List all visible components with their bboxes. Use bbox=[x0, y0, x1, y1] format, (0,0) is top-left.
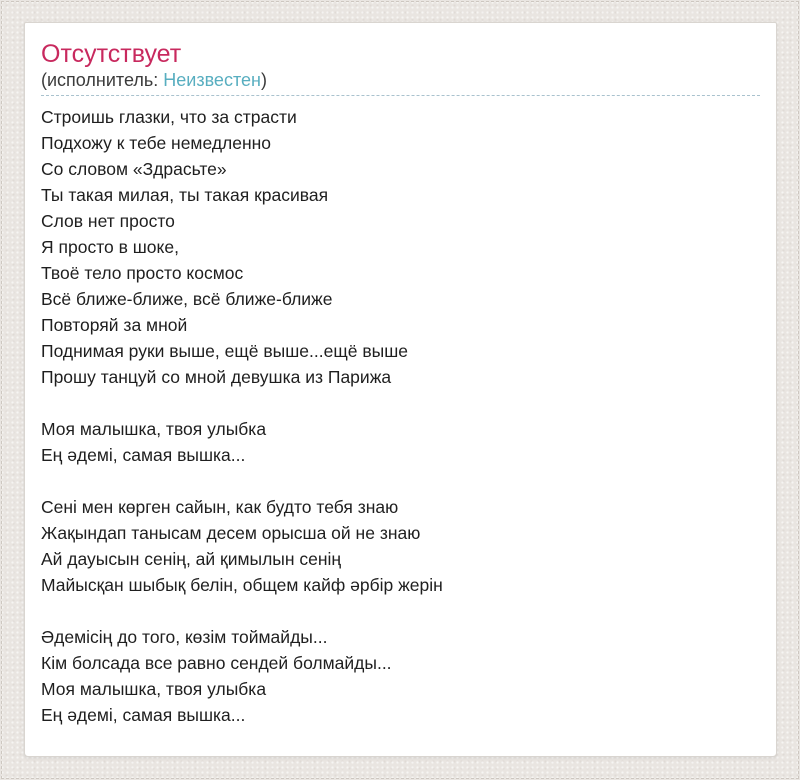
lyrics-line: Ай дауысын сенің, ай қимылын сенің bbox=[41, 549, 342, 569]
lyrics-card bbox=[24, 22, 777, 757]
lyrics-line: Кім болсада все равно сендей болмайды... bbox=[41, 653, 392, 673]
lyrics-line: Моя малышка, твоя улыбка bbox=[41, 419, 267, 439]
artist-line bbox=[41, 69, 760, 96]
lyrics-line: Ты такая милая, ты такая красивая bbox=[41, 185, 329, 205]
lyrics-line: Слов нет просто bbox=[41, 211, 175, 231]
lyrics-line: Со словом «Здрасьте» bbox=[41, 159, 227, 179]
artist-label-suffix: ) bbox=[260, 70, 267, 90]
lyrics-line: Ең әдемі, самая вышка... bbox=[41, 705, 246, 725]
lyrics-stanza bbox=[41, 624, 760, 728]
lyrics-line: Моя малышка, твоя улыбка bbox=[41, 679, 267, 699]
lyrics-line: Всё ближе-ближе, всё ближе-ближе bbox=[41, 289, 333, 309]
lyrics-stanza bbox=[41, 104, 760, 390]
lyrics-line: Твоё тело просто космос bbox=[41, 263, 244, 283]
artist-label-prefix: (исполнитель: bbox=[41, 70, 164, 90]
lyrics-line: Прошу танцуй со мной девушка из Парижа bbox=[41, 367, 392, 387]
artist-link[interactable]: Неизвестен bbox=[163, 70, 261, 90]
lyrics-stanza bbox=[41, 416, 760, 468]
lyrics-line: Поднимая руки выше, ещё выше...ещё выше bbox=[41, 341, 408, 361]
lyrics-text bbox=[41, 104, 760, 728]
lyrics-line: Ең әдемі, самая вышка... bbox=[41, 445, 246, 465]
lyrics-line: Я просто в шоке, bbox=[41, 237, 179, 257]
lyrics-line: Повторяй за мной bbox=[41, 315, 188, 335]
lyrics-line: Подхожу к тебе немедленно bbox=[41, 133, 272, 153]
lyrics-line: Строишь глазки, что за страсти bbox=[41, 107, 297, 127]
lyrics-line: Сені мен көрген сайын, как будто тебя знаю bbox=[41, 497, 399, 517]
lyrics-stanza bbox=[41, 494, 760, 598]
song-title: Отсутствует bbox=[41, 40, 182, 68]
lyrics-line: Жақындап танысам десем орысша ой не знаю bbox=[41, 523, 421, 543]
lyrics-line: Әдемісің до того, көзім тоймайды... bbox=[41, 627, 328, 647]
lyrics-line: Майысқан шыбық белін, общем кайф әрбір жерін bbox=[41, 575, 443, 595]
